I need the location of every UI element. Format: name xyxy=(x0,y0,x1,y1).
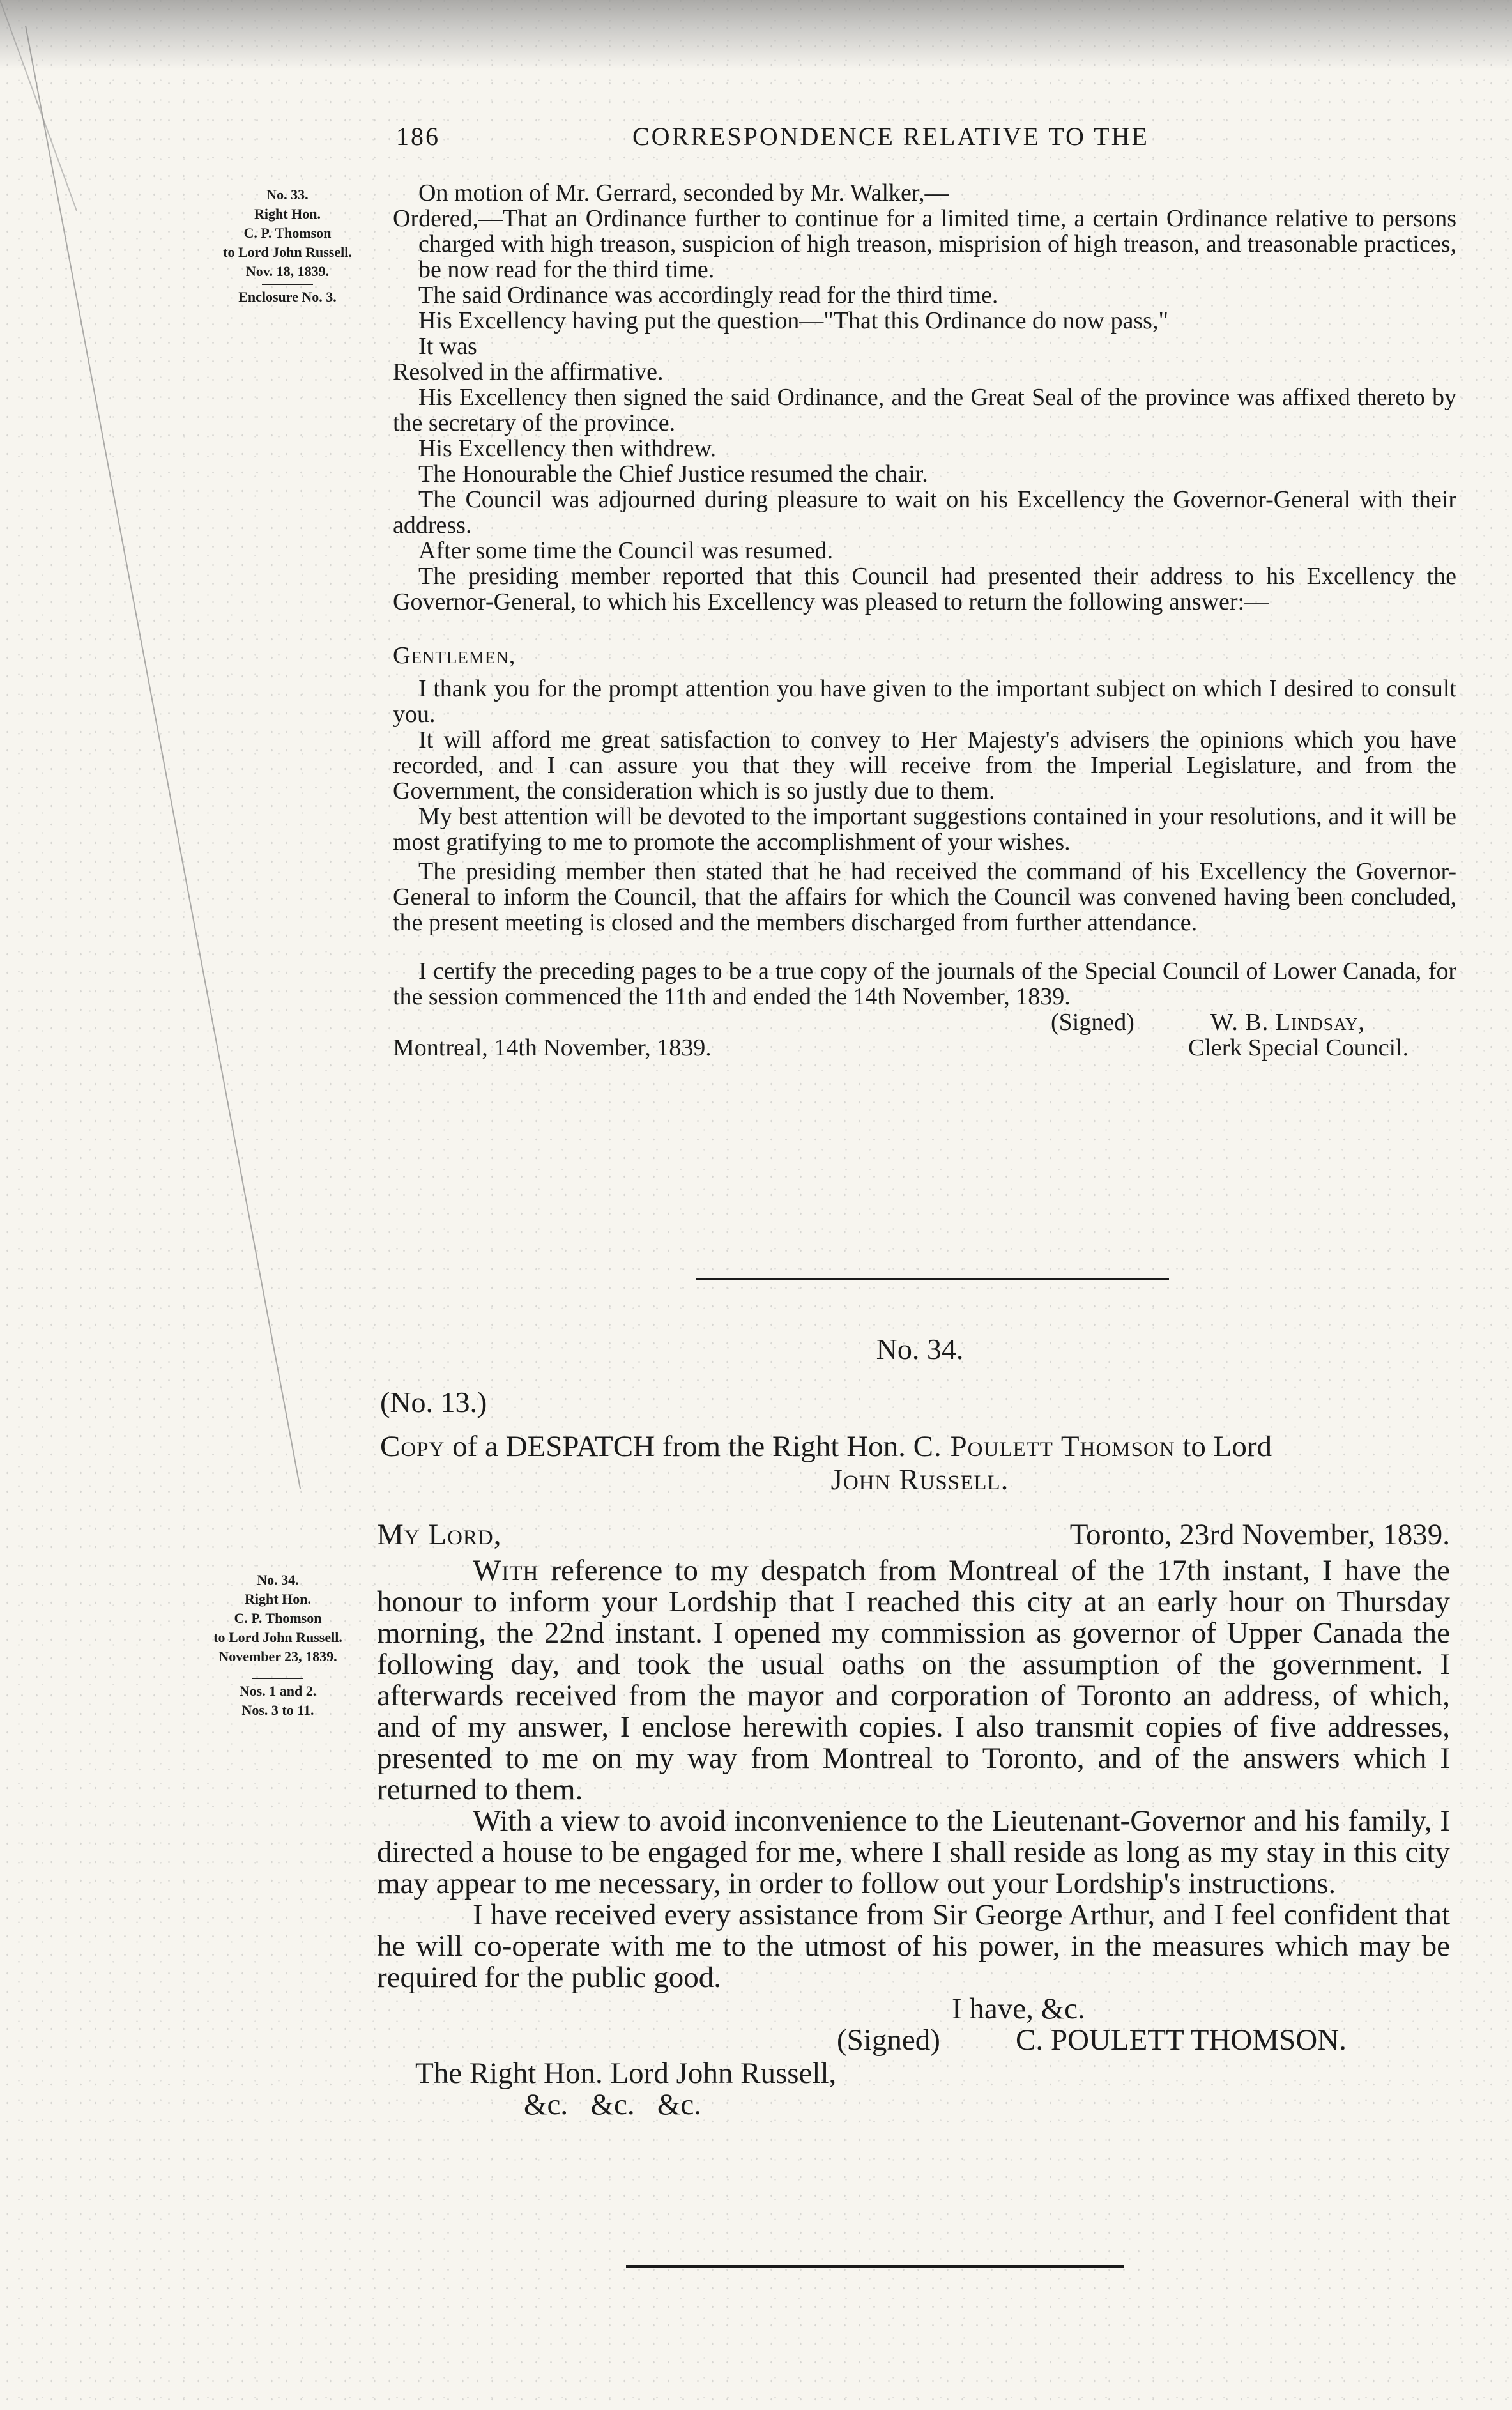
signer-name: W. B. Lindsay, xyxy=(1210,1009,1365,1036)
heading-sender: C. Poulett Thomson xyxy=(913,1430,1175,1463)
addressee: The Right Hon. Lord John Russell, xyxy=(415,2057,837,2090)
heading-to: to Lord xyxy=(1182,1430,1272,1463)
margin-line: No. 34. xyxy=(257,1572,299,1588)
page-number: 186 xyxy=(396,122,440,151)
journal-line: The said Ordinance was accordingly read for the third time. xyxy=(418,282,998,309)
journal-line: His Excellency then signed the said Ordinance, and the Great Seal of the province was affixed thereto by the secretary of the province. xyxy=(393,384,1456,436)
signer-name: C. POULETT THOMSON. xyxy=(1016,2023,1347,2057)
margin-note-no33 xyxy=(172,185,402,307)
paragraph-text: reference to my despatch from Montreal of the 17th instant, I have the honour to inform your Lordship that I reached this city at an early hour on Thursday morning, the 22nd instant. I opened my commission as governor of Upper Canada the following day, and took the usual oaths on the assumption of the government. I afterwards received from the mayor and corporation of Toronto an address, of which, and of my answer, I enclose herewith copies. I also transmit copies of five addresses, presented to me on my way from Montreal to Toronto, and of the answers which I returned to them. xyxy=(377,1554,1450,1806)
salutation-row xyxy=(377,1519,1450,1555)
signature-block-1 xyxy=(393,1009,1456,1061)
reply-paragraph: It will afford me great satisfaction to convey to Her Majesty's advisers the opinions which you have recorded, and I can assure you that they will receive from the Imperial Legislature, and from the Government, the consideration which is so justly due to them. xyxy=(393,726,1456,804)
margin-ref: Nos. 1 and 2. xyxy=(239,1683,317,1699)
journal-line: The Honourable the Chief Justice resumed the chair. xyxy=(418,461,928,487)
reply-paragraph: My best attention will be devoted to the important suggestions contained in your resolutions, and it will be most gratifying to me to promote the accomplishment of your wishes. xyxy=(393,803,1456,856)
salutation: My Lord, xyxy=(377,1518,502,1551)
margin-line: C. P. Thomson xyxy=(243,225,332,241)
margin-line: Right Hon. xyxy=(254,206,321,222)
journal-line: On motion of Mr. Gerrard, seconded by Mr. Walker,— xyxy=(418,180,949,206)
journal-line: His Excellency having put the question—"That this Ordinance do now pass," xyxy=(418,307,1168,334)
despatch-paragraph-2: With a view to avoid inconvenience to the Lieutenant-Governor and his family, I directed a house to be engaged for me, where I shall reside as long as my stay in this city may appear to me necessary, in order to follow out your Lordship's instructions. xyxy=(377,1804,1450,1900)
journal-line: It was xyxy=(418,333,477,360)
margin-line: November 23, 1839. xyxy=(218,1648,337,1664)
despatch-number: No. 34. xyxy=(876,1333,964,1365)
end-rule xyxy=(626,2265,1124,2268)
despatch-place-date: Toronto, 23rd November, 1839. xyxy=(1069,1518,1450,1551)
signed-label: (Signed) xyxy=(837,2023,940,2057)
enclosure-label: Enclosure No. 3. xyxy=(238,289,337,305)
journal-line: His Excellency then withdrew. xyxy=(418,435,717,462)
despatch-paragraph-3: I have received every assistance from Sir George Arthur, and I feel confident that he will co-operate with me to the utmost of his power, in the measures which may be required for the public good. xyxy=(377,1898,1450,1994)
margin-ref: Nos. 3 to 11. xyxy=(241,1702,314,1718)
journal-line: Ordered,—That an Ordinance further to continue for a limited time, a certain Ordinance relative to persons charged with high treason, suspicion of high treason, misprision of high treason, and treasonable practices, be now read for the third time. xyxy=(393,205,1456,283)
journal-line: The Council was adjourned during pleasure to wait on his Excellency the Governor-General with their address. xyxy=(393,486,1456,539)
despatch-paragraph-1 xyxy=(377,1555,1450,1806)
margin-line: to Lord John Russell. xyxy=(223,244,352,260)
running-title: CORRESPONDENCE RELATIVE TO THE xyxy=(632,122,1149,151)
despatch-body xyxy=(377,1519,1450,2121)
margin-line: C. P. Thomson xyxy=(234,1610,322,1626)
journal-line: The presiding member reported that this Council had presented their address to his Excellency the Governor-General, to which his Excellency was pleased to return the following answer:— xyxy=(393,563,1456,615)
heading-recipient: John Russell. xyxy=(830,1463,1009,1496)
heading-copy: Copy xyxy=(380,1430,445,1463)
lead-word: With xyxy=(473,1554,539,1587)
reply-salutation: Gentlemen, xyxy=(393,642,516,669)
margin-rule xyxy=(262,284,313,285)
signer-title: Clerk Special Council. xyxy=(1188,1034,1409,1061)
margin-rule xyxy=(252,1678,303,1679)
margin-line: No. 33. xyxy=(266,187,309,203)
signature-block-2 xyxy=(377,2025,1450,2058)
despatch-sub-number: (No. 13.) xyxy=(380,1386,487,1418)
closing-line: I have, &c. xyxy=(952,1992,1085,2025)
closing-paragraph: The presiding member then stated that he had received the command of his Excellency the Governor-General to inform the Council, that the affairs for which the Council was convened having been concluded, the present meeting is closed and the members discharged from further attendance. xyxy=(393,858,1456,936)
signed-label: (Signed) xyxy=(1051,1009,1134,1036)
margin-line: to Lord John Russell. xyxy=(213,1629,342,1645)
journal-line: After some time the Council was resumed. xyxy=(418,537,834,564)
journal-line: Resolved in the affirmative. xyxy=(393,358,664,385)
margin-note-no34 xyxy=(163,1570,393,1720)
reply-paragraph: I thank you for the prompt attention you have given to the important subject on which I desired to consult you. xyxy=(393,675,1456,728)
etc-line: &c. &c. &c. xyxy=(524,2088,702,2121)
journal-text xyxy=(393,180,1456,1061)
heading-mid: of a DESPATCH from the Right Hon. xyxy=(452,1430,906,1463)
margin-line: Nov. 18, 1839. xyxy=(245,263,330,279)
margin-line: Right Hon. xyxy=(245,1591,311,1607)
section-rule xyxy=(696,1278,1169,1280)
certify-paragraph: I certify the preceding pages to be a true copy of the journals of the Special Council of Lower Canada, for the session commenced the 11th and ended the 14th November, 1839. xyxy=(393,958,1456,1010)
place-date: Montreal, 14th November, 1839. xyxy=(393,1034,712,1061)
despatch-heading xyxy=(380,1430,1460,1496)
